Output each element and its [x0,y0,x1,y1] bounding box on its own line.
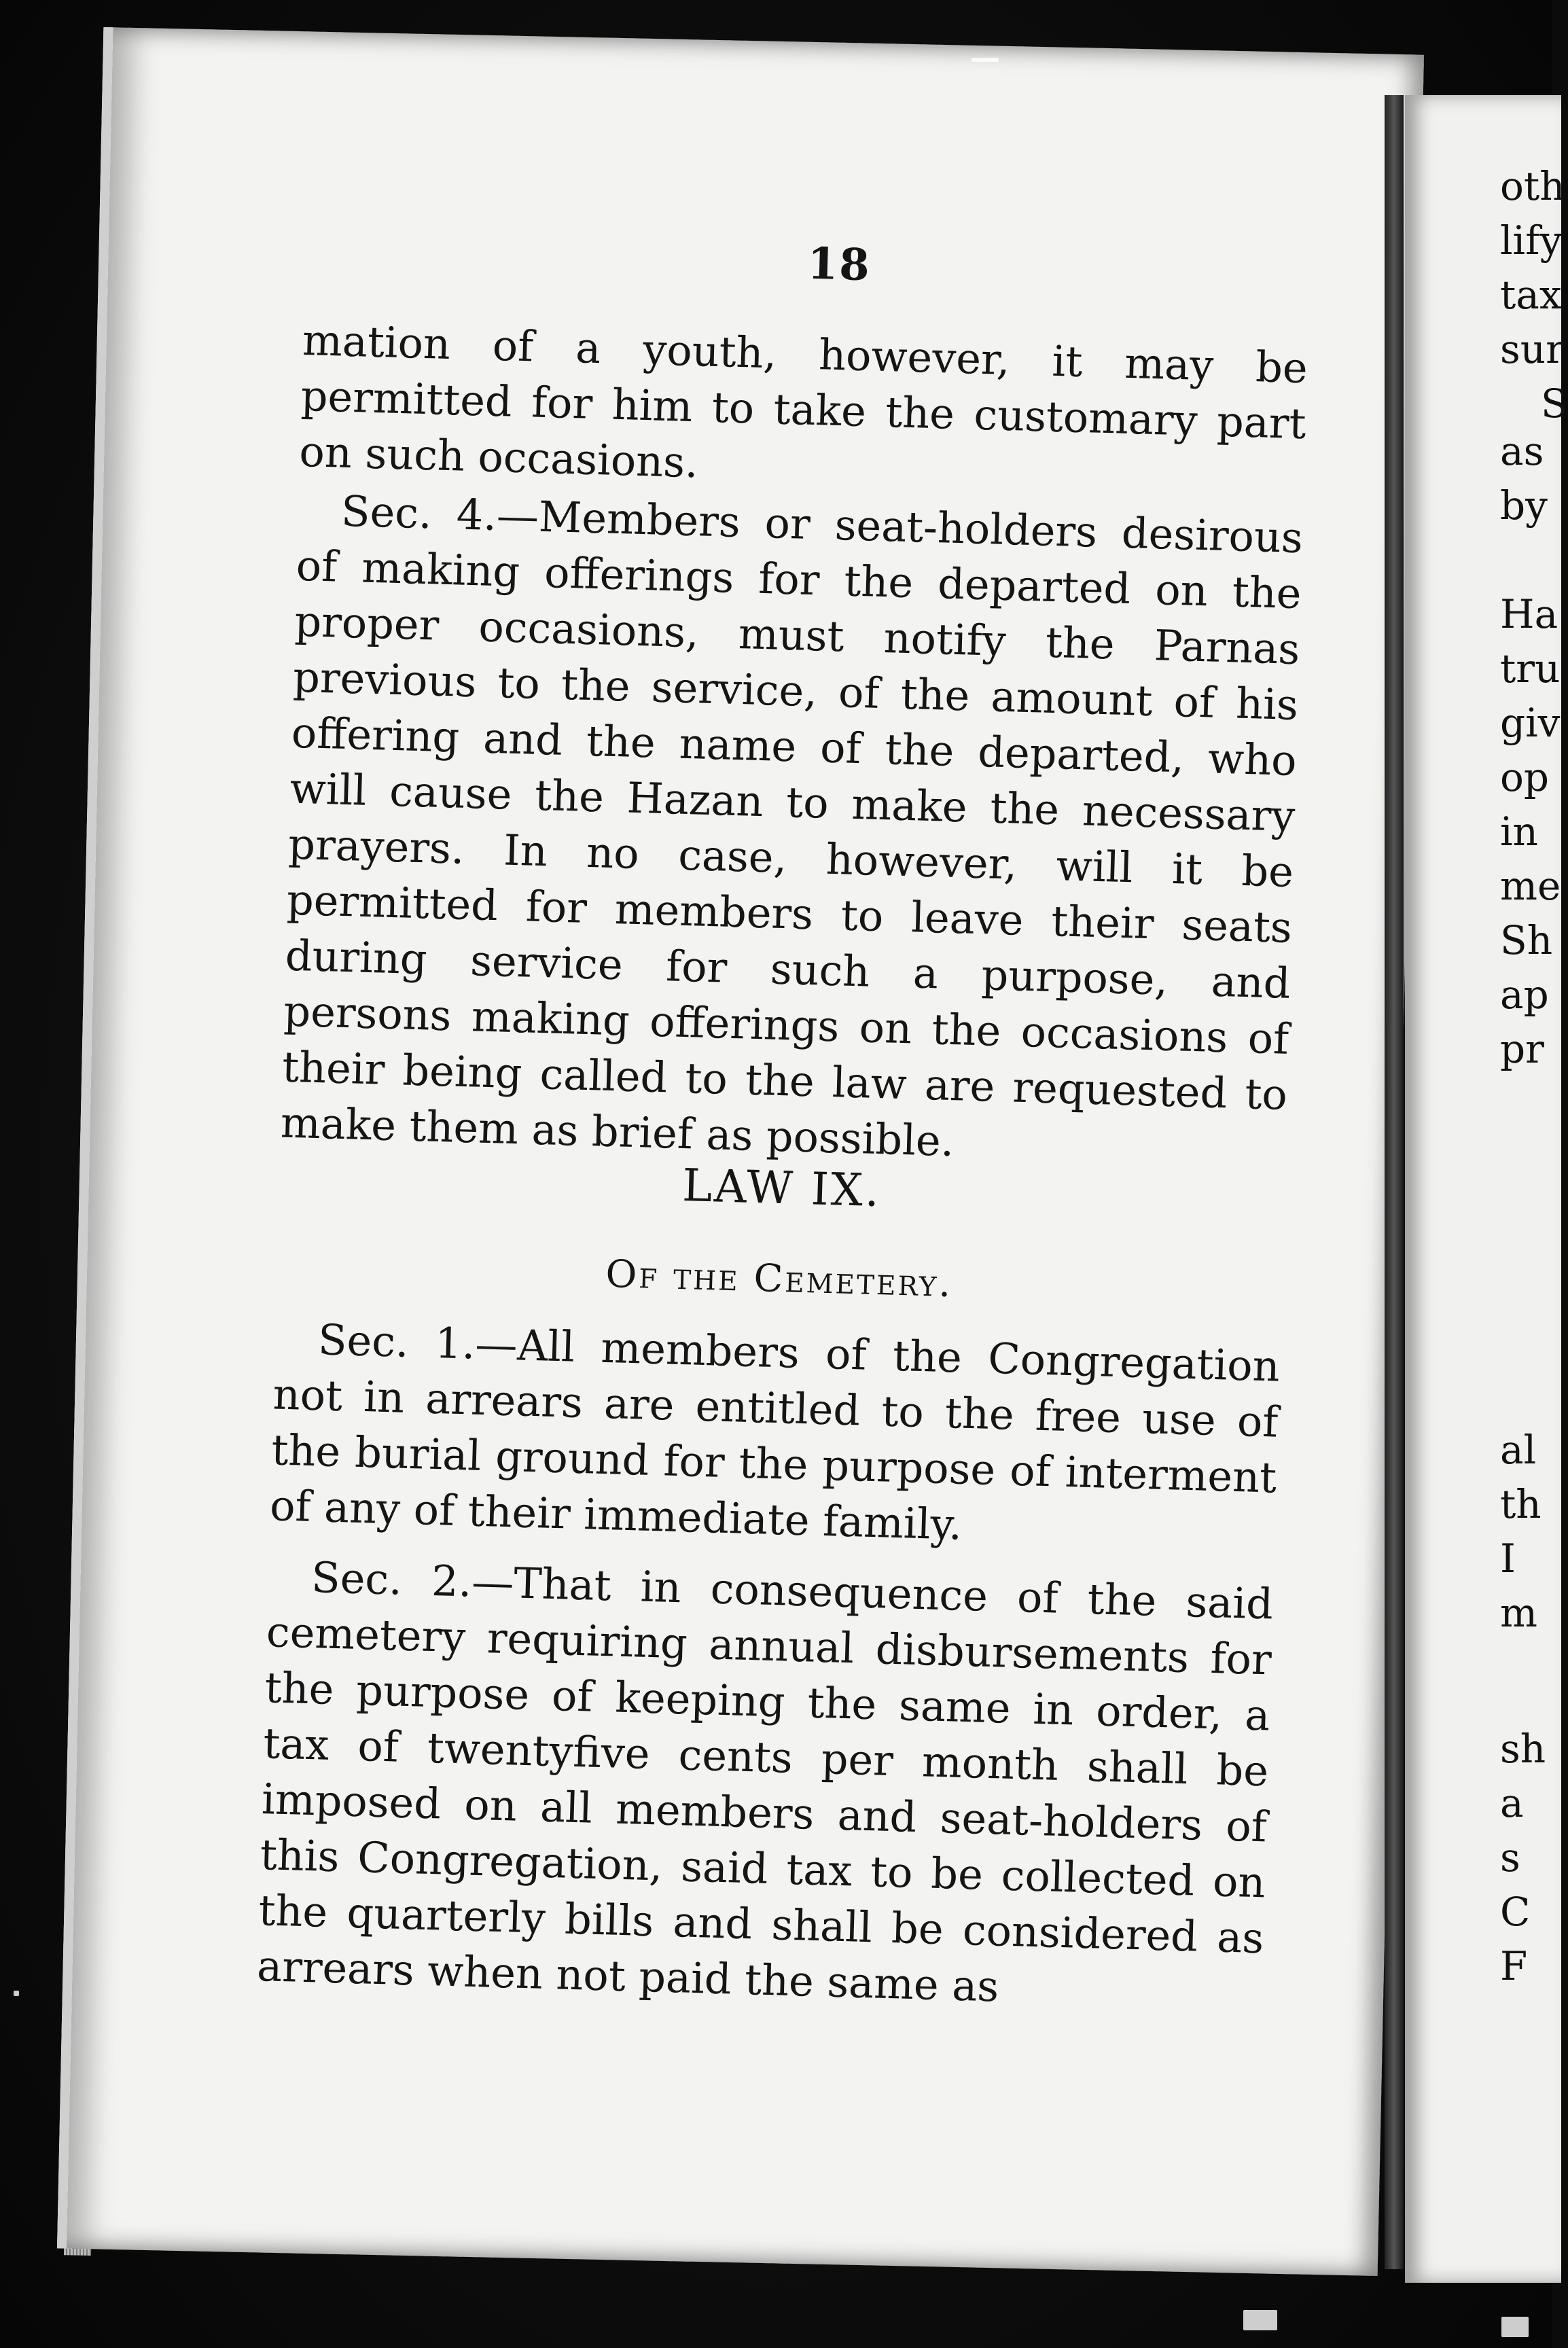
law-subheading: Of the Cemetery. [605,1251,954,1306]
scan-speck [14,1991,19,1996]
facing-fragment: tax [1500,272,1562,318]
facing-fragment: C [1500,1889,1531,1935]
page-number: 18 [806,238,872,291]
section-paragraph: Sec. 1.—All members of the Congregation not in arrears are entitled to the free use of the burial ground for the purpose of interment of any of their immediate family. [269,1315,1281,1550]
scan-speck [1243,2310,1277,2330]
paragraph: mation of a youth, however, it may be permitted for him to take the customary part on such occasions. [298,315,1308,488]
facing-fragment: th [1500,1481,1542,1527]
facing-fragment: m [1500,1590,1537,1636]
facing-fragment: oth [1500,163,1565,209]
facing-fragment: lify [1500,217,1563,264]
facing-fragment: me [1500,863,1561,909]
facing-fragment: sur [1500,326,1565,372]
right-page [1405,95,1568,2283]
section-paragraph: Sec. 2.—That in consequence of the said cemetery requiring annual disbursements for the purpose of keeping the same in order, a tax of twentyfive cents per month shall be imposed on all members and seat-holders of this Congregation, said tax to be collected on the quarterly bills and shall be considered as arrears when not paid the same as [256,1552,1274,2012]
facing-fragment: pr [1500,1026,1544,1072]
facing-fragment: I [1500,1535,1516,1582]
facing-fragment: Sh [1500,917,1553,963]
law-heading: LAW IX. [681,1159,883,1217]
facing-fragment: Ha [1500,591,1558,637]
scan-speck [972,58,999,62]
facing-fragment: sh [1500,1726,1546,1772]
facing-fragment: s [1500,1834,1520,1881]
scan-speck [1501,2317,1529,2337]
facing-fragment: a [1500,1780,1524,1826]
facing-fragment: as [1500,428,1544,474]
paragraph: Sec. 4.—Members or seat-holders desirous of making offerings for the departed on the proper occasions, must notify the Parnas previous to the service, of the amount of his offering and the name of the departed, who will cause the Hazan to make the necessary prayers. In no case, however, will it be permitted for members to leave their seats during service for such a purpose, and persons making offerings on the occasions of their being called to the law are requested to make them as brief as possible. [280,486,1304,1167]
facing-fragment: ap [1500,972,1549,1018]
facing-fragment: by [1500,482,1548,529]
facing-fragment: in [1500,808,1538,855]
facing-fragment: tru [1500,645,1561,692]
facing-fragment: S [1541,380,1568,427]
facing-fragment: F [1500,1943,1528,1989]
facing-fragment: giv [1500,700,1561,746]
book-gutter [1385,95,1404,2269]
facing-fragment: al [1500,1427,1537,1473]
facing-fragment: op [1500,754,1550,800]
